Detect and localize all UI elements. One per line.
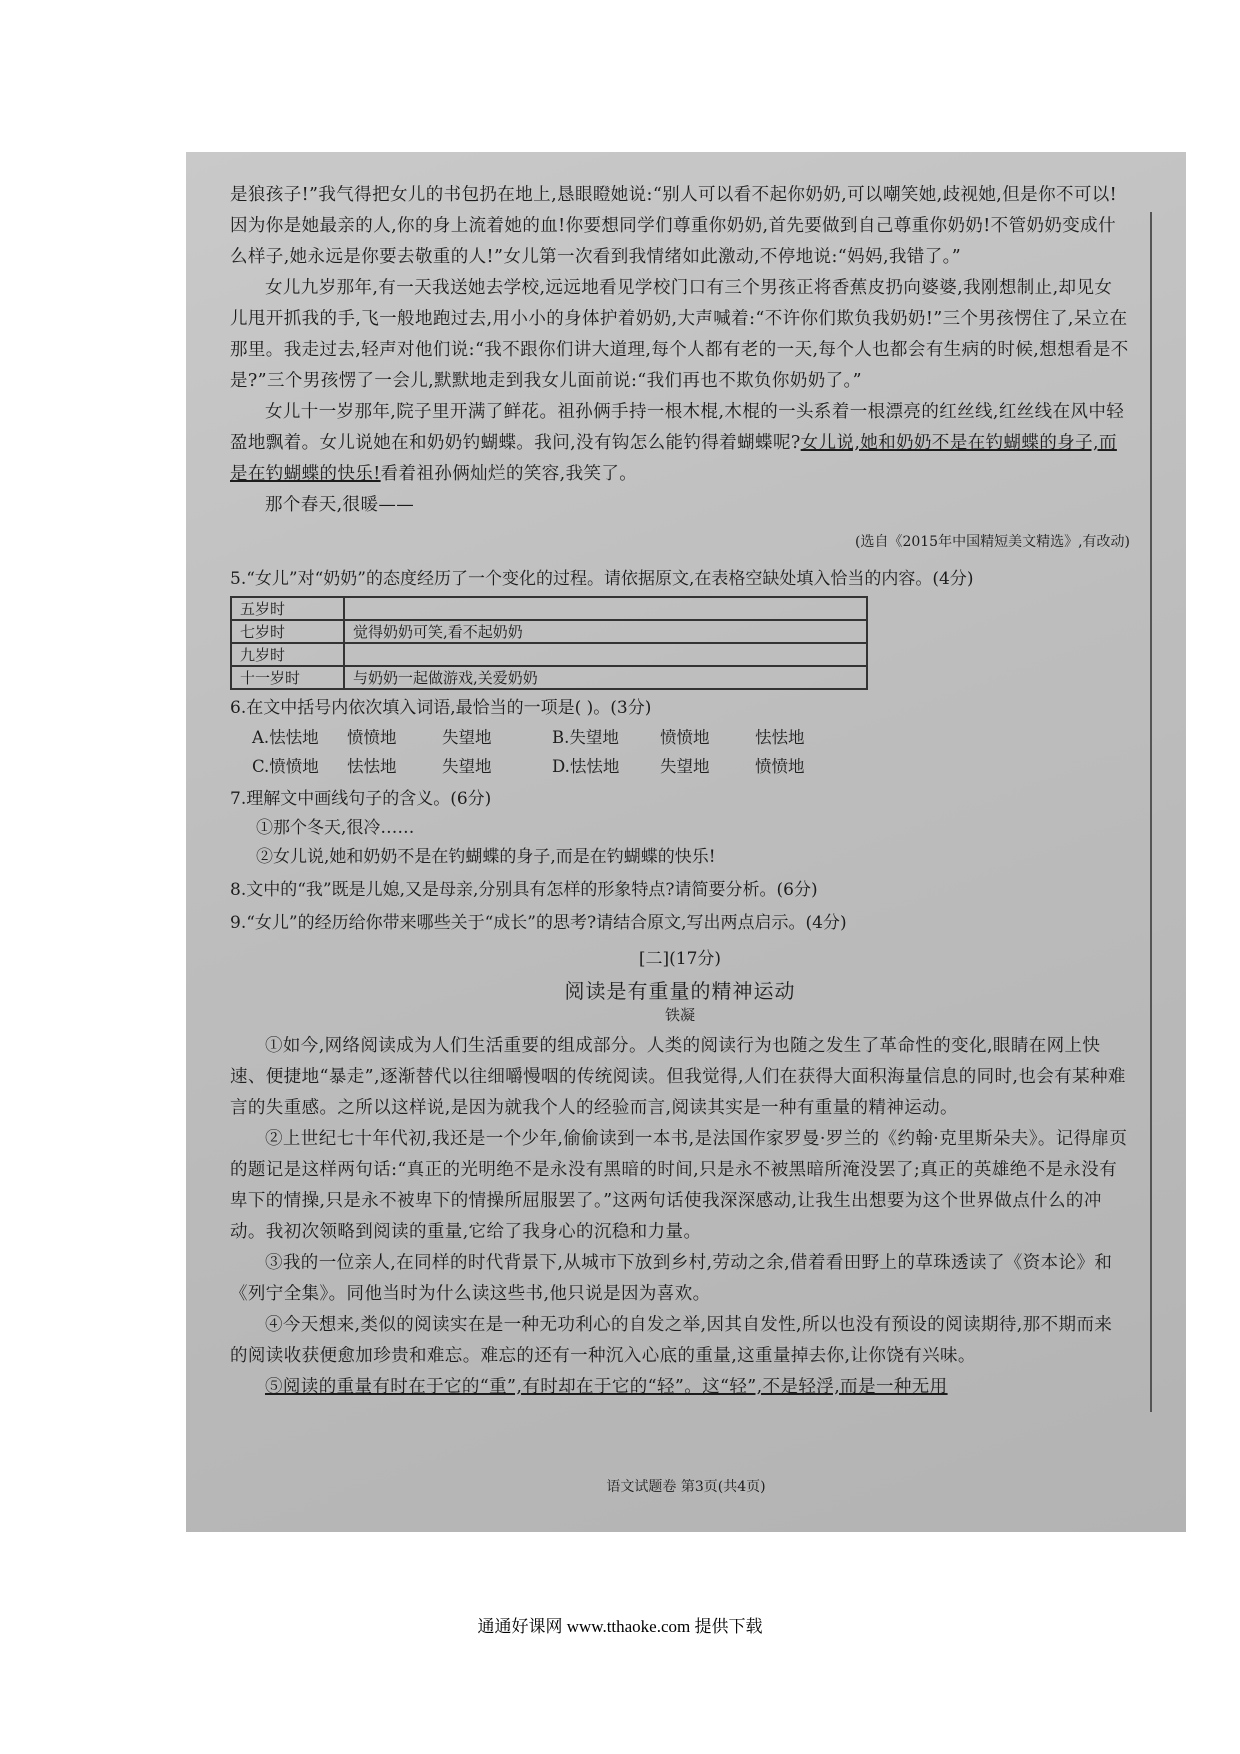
option-word: 愤愤地 bbox=[660, 728, 710, 747]
question-7: 7.理解文中画线句子的含义。(6分) bbox=[230, 789, 492, 809]
scanned-exam-page bbox=[186, 152, 1186, 1532]
question-5: 5.“女儿”对“奶奶”的态度经历了一个变化的过程。请依据原文,在表格空缺处填入恰当的内容。(4分) bbox=[230, 569, 974, 589]
option-word: 失望地 bbox=[660, 757, 710, 776]
story-paragraph-2: 女儿九岁那年,有一天我送她去学校,远远地看见学校门口有三个男孩正将香蕉皮扔向婆婆,我刚想制止,却见女儿甩开抓我的手,飞一般地跑过去,用小小的身体护着奶奶,大声喊着:“不许你们欺负我奶奶!”三个男孩愣住了,呆立在那里。我走过去,轻声对他们说:“我不跟你们讲大道理,每个人都有老的一天,每个人也都会有生病的时候,想想看是不是?”三个男孩愣了一会儿,默默地走到我女儿面前说:“我们再也不欺负你奶奶了。” bbox=[230, 278, 1129, 391]
question-7-item: ②女儿说,她和奶奶不是在钓蝴蝶的身子,而是在钓蝴蝶的快乐! bbox=[256, 847, 716, 867]
article-paragraph: ②上世纪七十年代初,我还是一个少年,偷偷读到一本书,是法国作家罗曼·罗兰的《约翰·克里斯朵夫》。记得扉页的题记是这样两句话:“真正的光明绝不是永没有黑暗的时间,只是永不被黑暗所淹没罢了;真正的英雄绝不是永没有卑下的情操,只是永不被卑下的情操所屈服罢了。”这两句话使我深深感动,让我生出想要为这个世界做点什么的冲动。我初次领略到阅读的重量,它给了我身心的沉稳和力量。 bbox=[230, 1129, 1128, 1242]
question-6: 6.在文中括号内依次填入词语,最恰当的一项是( )。(3分) bbox=[230, 698, 652, 718]
underlined-sentence: 女儿说,她和奶奶不是在钓蝴蝶的身子,而是在钓蝴蝶的快乐! bbox=[230, 433, 1117, 484]
option-word: D.怯怯地 bbox=[552, 757, 620, 776]
attitude-table bbox=[230, 596, 868, 690]
page-footer: 语文试题卷 第3页(共4页) bbox=[606, 1479, 766, 1495]
option-word: 失望地 bbox=[442, 728, 492, 747]
table-row bbox=[231, 666, 867, 689]
option-word: 愤愤地 bbox=[755, 757, 805, 776]
article-paragraph: ①如今,网络阅读成为人们生活重要的组成部分。人类的阅读行为也随之发生了革命性的变化,眼睛在网上快速、便捷地“暴走”,逐渐替代以往细嚼慢咽的传统阅读。但我觉得,人们在获得大面积海量信息的同时,也会有某种难言的失重感。之所以这样说,是因为就我个人的经验而言,阅读其实是一种有重量的精神运动。 bbox=[230, 1036, 1126, 1118]
option-word: B.失望地 bbox=[552, 728, 619, 747]
article-title: 阅读是有重量的精神运动 bbox=[564, 979, 796, 1003]
article-paragraph: ⑤阅读的重量有时在于它的“重”,有时却在于它的“轻”。这“轻”,不是轻浮,而是一种无用 bbox=[265, 1377, 948, 1397]
page-content bbox=[230, 180, 1130, 1403]
option-word: 失望地 bbox=[442, 757, 492, 776]
question-8: 8.文中的“我”既是儿媳,又是母亲,分别具有怎样的形象特点?请简要分析。(6分) bbox=[230, 880, 818, 900]
story-paragraph-4: 那个春天,很暖—— bbox=[265, 495, 415, 515]
option-word: 愤愤地 bbox=[347, 728, 397, 747]
download-caption: 通通好课网 www.tthaoke.com 提供下载 bbox=[477, 1617, 763, 1636]
story-paragraph-3-text: 女儿十一岁那年,院子里开满了鲜花。祖孙俩手持一根木棍,木棍的一头系着一根漂亮的红丝线,红丝线在风中轻盈地飘着。女儿说她在和奶奶钓蝴蝶。我问,没有钩怎么能钓得着蝴蝶呢? bbox=[230, 402, 1125, 453]
table-row bbox=[231, 620, 867, 643]
question-9: 9.“女儿”的经历给你带来哪些关于“成长”的思考?请结合原文,写出两点启示。(4分) bbox=[230, 913, 847, 933]
article-author: 铁凝 bbox=[664, 1006, 695, 1024]
table-cell-age: 九岁时 bbox=[231, 643, 344, 666]
table-cell-age: 五岁时 bbox=[231, 597, 344, 620]
option-word: A.怯怯地 bbox=[252, 728, 319, 747]
option-word: 怯怯地 bbox=[755, 728, 805, 747]
table-row bbox=[231, 597, 867, 620]
question-6-options bbox=[252, 723, 1130, 781]
question-7-item: ①那个冬天,很冷…… bbox=[256, 818, 415, 838]
story-paragraph-3-tail: 看着祖孙俩灿烂的笑容,我笑了。 bbox=[380, 464, 638, 484]
table-cell-content: 觉得奶奶可笑,看不起奶奶 bbox=[344, 620, 867, 643]
margin-rule bbox=[1150, 212, 1152, 1412]
table-cell-content: 与奶奶一起做游戏,关爱奶奶 bbox=[344, 666, 867, 689]
table-cell-age: 十一岁时 bbox=[231, 666, 344, 689]
option-word: 怯怯地 bbox=[347, 757, 397, 776]
article-paragraph: ④今天想来,类似的阅读实在是一种无功利心的自发之举,因其自发性,所以也没有预设的阅读期待,那不期而来的阅读收获便愈加珍贵和难忘。难忘的还有一种沉入心底的重量,这重量掉去你,让你饶有兴味。 bbox=[230, 1315, 1113, 1366]
option-word: C.愤愤地 bbox=[252, 757, 319, 776]
table-row bbox=[231, 643, 867, 666]
story-paragraph-1: 是狼孩子!”我气得把女儿的书包扔在地上,恳眼瞪她说:“别人可以看不起你奶奶,可以嘲笑她,歧视她,但是你不可以!因为你是她最亲的人,你的身上流着她的血!你要想同学们尊重你奶奶,首先要做到自己尊重你奶奶!不管奶奶变成什么样子,她永远是你要去敬重的人!”女儿第一次看到我情绪如此激动,不停地说:“妈妈,我错了。” bbox=[230, 185, 1118, 267]
article-paragraph: ③我的一位亲人,在同样的时代背景下,从城市下放到乡村,劳动之余,借着看田野上的草珠透读了《资本论》和《列宁全集》。同他当时为什么读这些书,他只说是因为喜欢。 bbox=[230, 1253, 1113, 1304]
table-cell-content bbox=[344, 597, 867, 620]
section-header: [二](17分) bbox=[638, 949, 722, 969]
table-cell-content bbox=[344, 643, 867, 666]
story-paragraph-3 bbox=[230, 397, 1130, 490]
story-source: (选自《2015年中国精短美文精选》,有改动) bbox=[854, 534, 1130, 550]
table-cell-age: 七岁时 bbox=[231, 620, 344, 643]
